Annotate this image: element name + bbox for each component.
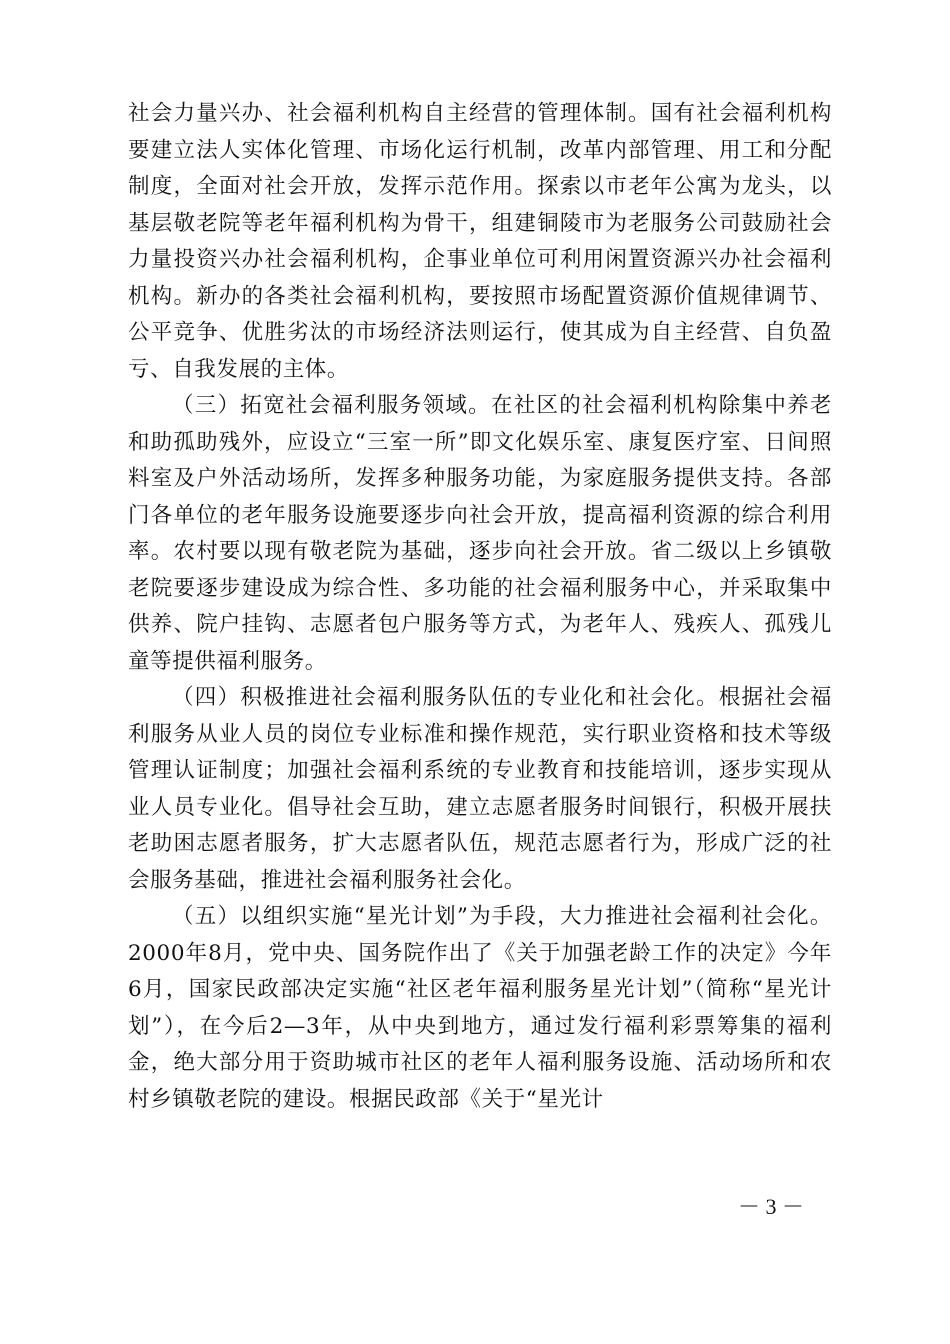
paragraph-section-4: （四）积极推进社会福利服务队伍的专业化和社会化。根据社会福利服务从业人员的岗位专业标准和操作规范，实行职业资格和技术等级管理认证制度；加强社会福利系统的专业教育和技能培训，逐步实现从业人员专业化。倡导社会互助，建立志愿者服务时间银行，积极开展扶老助困志愿者服务，扩大志愿者队伍，规范志愿者行为，形成广泛的社会服务基础，推进社会福利服务社会化。 [128,685,832,893]
paragraph-section-5: （五）以组织实施“星光计划”为手段，大力推进社会福利社会化。2000年8月，党中央、国务院作出了《关于加强老龄工作的决定》今年6月，国家民政部决定实施“社区老年福利服务星光计划”（简称“星光计划”），在今后2—3年，从中央到地方，通过发行福利彩票筹集的福利金，绝大部分用于资助城市社区的老年人福利服务设施、活动场所和农村乡镇敬老院的建设。根据民政部《关于“星光计 [128,904,832,1112]
page-number: － 3 － [737,1194,804,1219]
document-body [128,96,832,1118]
paragraph-continuation: 社会力量兴办、社会福利机构自主经营的管理体制。国有社会福利机构要建立法人实体化管理、市场化运行机制，改革内部管理、用工和分配制度，全面对社会开放，发挥示范作用。探索以市老年公寓为龙头，以基层敬老院等老年福利机构为骨干，组建铜陵市为老服务公司鼓励社会力量投资兴办社会福利机构，企事业单位可利用闲置资源兴办社会福利机构。新办的各类社会福利机构，要按照市场配置资源价值规律调节、公平竞争、优胜劣汰的市场经济法则运行，使其成为自主经营、自负盈亏、自我发展的主体。 [128,101,832,382]
paragraph-section-3: （三）拓宽社会福利服务领域。在社区的社会福利机构除集中养老和助孤助残外，应设立“三室一所”即文化娱乐室、康复医疗室、日间照料室及户外活动场所，发挥多种服务功能，为家庭服务提供支持。各部门各单位的老年服务设施要逐步向社会开放，提高福利资源的综合利用率。农村要以现有敬老院为基础，逐步向社会开放。省二级以上乡镇敬老院要逐步建设成为综合性、多功能的社会福利服务中心，并采取集中供养、院户挂钩、志愿者包户服务等方式，为老年人、残疾人、孤残儿童等提供福利服务。 [128,393,832,674]
